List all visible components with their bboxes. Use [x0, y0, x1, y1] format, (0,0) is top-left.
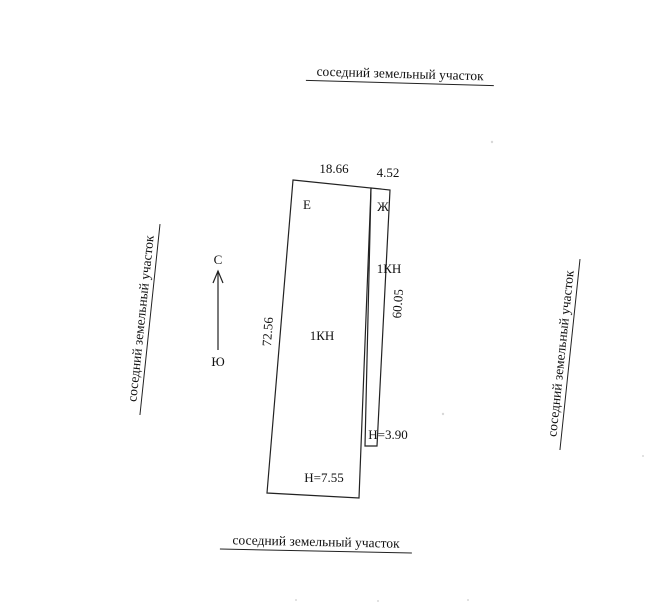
main-parcel-left-length: 72.56 — [259, 316, 277, 347]
scan-speck — [377, 600, 379, 602]
scan-speck — [491, 141, 493, 143]
scan-speck — [642, 455, 644, 457]
north-label: С — [213, 252, 223, 267]
neighbor-label-top-text: соседний земельный участок — [316, 63, 484, 84]
strip-parcel-top-length: 4.52 — [376, 165, 400, 180]
neighbor-label-bottom — [220, 532, 412, 553]
neighbor-label-bottom-text: соседний земельный участок — [232, 532, 400, 551]
south-label: Ю — [211, 354, 225, 369]
strip-parcel-right-length: 60.05 — [389, 288, 407, 319]
scan-speck — [295, 599, 297, 601]
neighbor-label-right-text: соседний земельный участок — [544, 269, 577, 438]
main-parcel-corner-mark: Е — [303, 197, 311, 212]
neighbor-label-top — [306, 63, 494, 85]
scan-speck — [467, 599, 469, 601]
main-parcel-top-length: 18.66 — [319, 161, 349, 176]
strip-parcel-corner-mark: Ж — [377, 199, 389, 214]
neighbor-label-right — [543, 257, 580, 450]
north-arrow — [211, 252, 224, 369]
strip-parcel-height: Н=3.90 — [368, 427, 408, 442]
main-parcel-label: 1КН — [309, 328, 335, 343]
scan-speck — [442, 413, 444, 415]
main-parcel-height: Н=7.55 — [304, 470, 344, 485]
strip-parcel-label: 1КН — [376, 261, 402, 276]
strip-parcel-outline — [365, 188, 390, 446]
neighbor-label-left-text: соседний земельный участок — [124, 234, 157, 403]
neighbor-label-left — [123, 222, 160, 415]
